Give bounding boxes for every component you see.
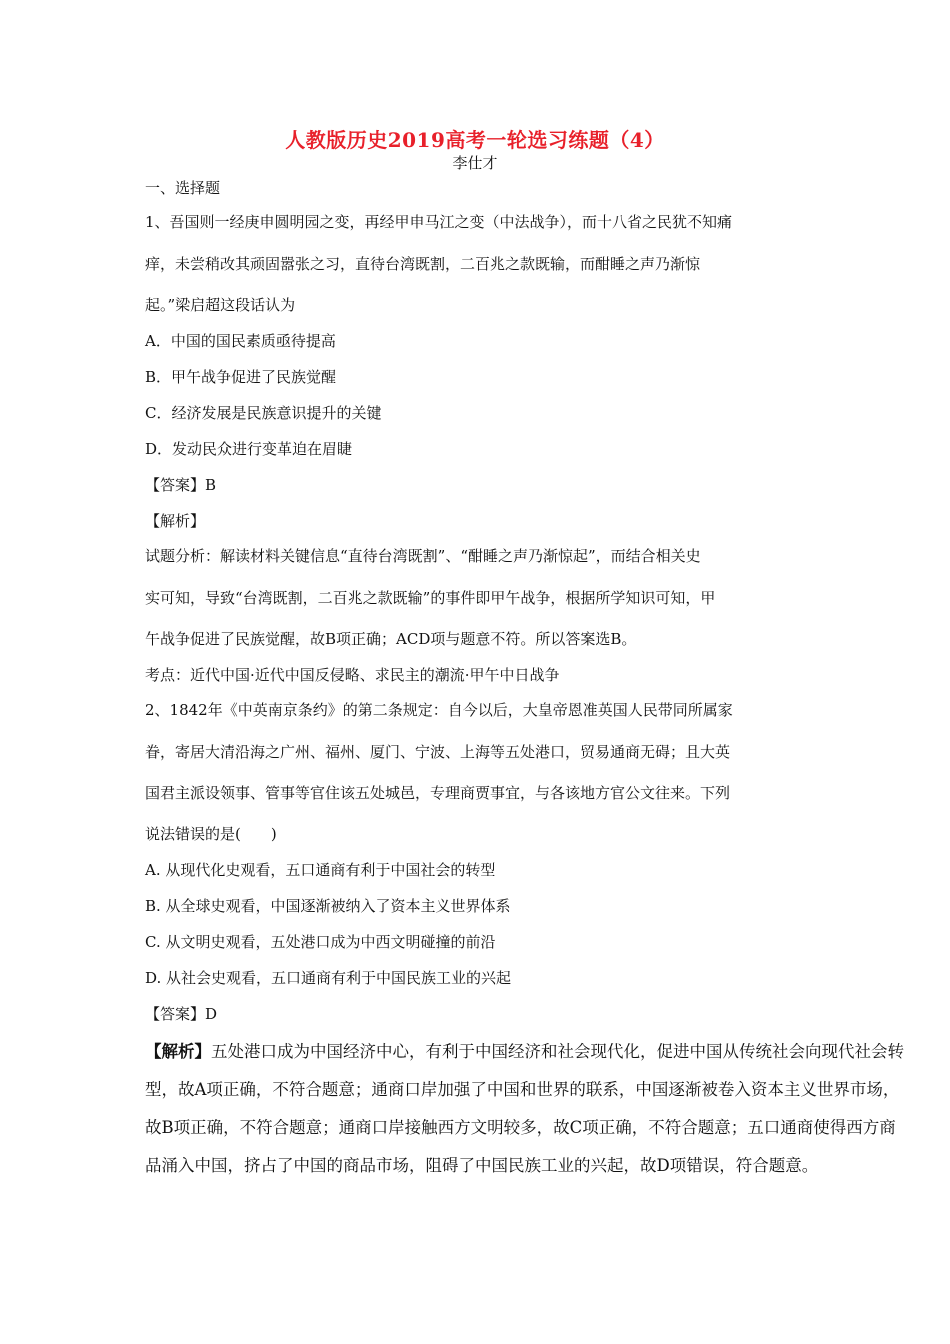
q1-stem-line: 起。”梁启超这段话认为 [145, 296, 296, 314]
q1-option-a: A．中国的国民素质亟待提高 [145, 332, 336, 350]
q1-analysis-line: 实可知，导致“台湾既割，二百兆之款既输”的事件即甲午战争，根据所学知识可知，甲 [145, 589, 716, 607]
q2-analysis-line [145, 1042, 904, 1062]
q2-analysis-line: 型，故A项正确，不符合题意；通商口岸加强了中国和世界的联系，中国逐渐被卷入资本主义世界市场， [145, 1080, 900, 1099]
author: 李仕才 [452, 154, 498, 172]
q2-option-a: A. 从现代化史观看，五口通商有利于中国社会的转型 [145, 861, 496, 879]
q2-analysis-label: 【解析】 [145, 1042, 211, 1061]
q2-stem-line: 说法错误的是( ) [145, 825, 277, 843]
q1-answer: 【答案】B [145, 476, 217, 494]
q2-stem-line: 2、1842年《中英南京条约》的第二条规定：自今以后，大皇帝恩准英国人民带同所属家 [145, 701, 733, 719]
q2-stem-line: 国君主派设领事、管事等官住该五处城邑，专理商贾事宜，与各该地方官公文往来。下列 [145, 784, 731, 802]
q1-analysis-line: 午战争促进了民族觉醒，故B项正确；ACD项与题意不符。所以答案选B。 [145, 630, 637, 648]
q1-option-c: C．经济发展是民族意识提升的关键 [145, 404, 382, 422]
q2-stem-line: 眷，寄居大清沿海之广州、福州、厦门、宁波、上海等五处港口，贸易通商无碍；且大英 [145, 743, 731, 761]
q1-option-d: D．发动民众进行变革迫在眉睫 [145, 440, 353, 458]
q1-stem-line: 痒，未尝稍改其顽固嚣张之习，直待台湾既割，二百兆之款既输，而酣睡之声乃渐惊 [145, 255, 701, 273]
q2-option-c: C. 从文明史观看，五处港口成为中西文明碰撞的前沿 [145, 933, 496, 951]
page-title: 人教版历史2019高考一轮选习练题（4） [285, 128, 665, 152]
q1-stem-line: 1、吾国则一经庚申圆明园之变，再经甲申马江之变（中法战争），而十八省之民犹不知痛 [145, 213, 733, 231]
q2-analysis-line: 故B项正确，不符合题意；通商口岸接触西方文明较多，故C项正确，不符合题意；五口通商使得西方商 [145, 1118, 896, 1137]
q1-kaodian: 考点：近代中国·近代中国反侵略、求民主的潮流·甲午中日战争 [145, 666, 560, 684]
q2-option-d: D. 从社会史观看，五口通商有利于中国民族工业的兴起 [145, 969, 512, 987]
q2-answer: 【答案】D [145, 1005, 218, 1023]
q2-option-b: B. 从全球史观看，中国逐渐被纳入了资本主义世界体系 [145, 897, 511, 915]
q2-analysis-text: 五处港口成为中国经济中心，有利于中国经济和社会现代化，促进中国从传统社会向现代社会转 [211, 1042, 904, 1061]
q2-analysis-line: 品涌入中国，挤占了中国的商品市场，阻碍了中国民族工业的兴起，故D项错误，符合题意。 [145, 1156, 819, 1175]
q1-analysis-line: 试题分析：解读材料关键信息“直待台湾既割”、“酣睡之声乃渐惊起”，而结合相关史 [145, 547, 701, 565]
q1-option-b: B．甲午战争促进了民族觉醒 [145, 368, 337, 386]
section-heading: 一、选择题 [145, 179, 221, 197]
q1-analysis-label: 【解析】 [145, 512, 206, 530]
